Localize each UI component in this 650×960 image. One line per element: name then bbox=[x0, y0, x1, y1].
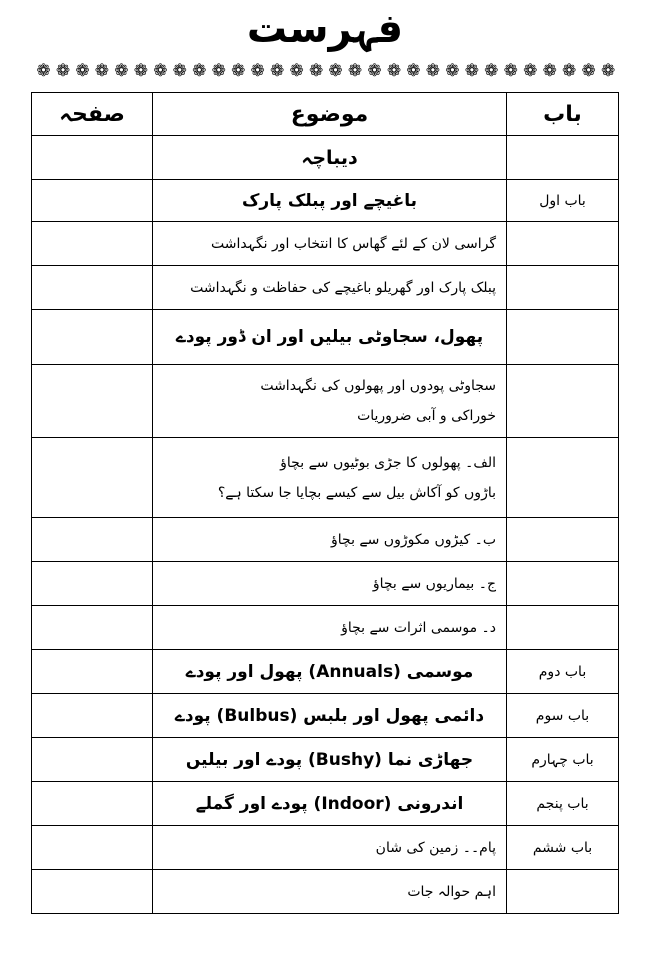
topic-cell bbox=[153, 180, 507, 222]
page-number-cell bbox=[32, 438, 153, 518]
page-number-cell bbox=[32, 694, 153, 738]
topic-cell bbox=[153, 562, 507, 606]
flower-ornament-icon: ❁ bbox=[94, 61, 110, 81]
topic-cell bbox=[153, 694, 507, 738]
topic-cell bbox=[153, 870, 507, 914]
topic-line: باڑوں کو آکاش بیل سے کیسے بچایا جا سکتا ہے؟ bbox=[217, 484, 496, 501]
chapter-cell bbox=[507, 222, 619, 266]
topic-cell bbox=[153, 365, 507, 438]
flower-ornament-icon: ❁ bbox=[172, 61, 187, 81]
topic-line: دیباچہ bbox=[301, 146, 358, 169]
flower-ornament-icon: ❁ bbox=[211, 61, 226, 81]
page-number-cell bbox=[32, 222, 153, 266]
topic-line: جھاڑی نما (Bushy) پودے اور بیلیں bbox=[185, 749, 474, 770]
flower-ornament-icon: ❁ bbox=[503, 61, 518, 81]
topic-line: خوراکی و آبی ضروریات bbox=[357, 408, 496, 424]
flower-ornament-icon: ❁ bbox=[153, 61, 168, 81]
page-number-cell bbox=[32, 310, 153, 365]
flower-ornament-icon: ❁ bbox=[308, 61, 324, 81]
flower-ornament-icon: ❁ bbox=[386, 61, 402, 81]
header-page: صفحہ bbox=[32, 93, 153, 136]
flower-ornament-icon: ❁ bbox=[600, 61, 616, 81]
page-number-cell bbox=[32, 606, 153, 650]
topic-cell bbox=[153, 222, 507, 266]
flower-ornament-icon: ❁ bbox=[464, 61, 479, 81]
flower-ornament-icon: ❁ bbox=[231, 61, 246, 81]
topic-line: اہم حوالہ جات bbox=[407, 883, 496, 900]
page-number-cell bbox=[32, 180, 153, 222]
flower-ornament-icon: ❁ bbox=[133, 61, 148, 81]
chapter-cell: باب اول bbox=[507, 180, 619, 222]
flower-ornament-icon: ❁ bbox=[562, 61, 577, 81]
topic-cell bbox=[153, 738, 507, 782]
flower-ornament-icon: ❁ bbox=[55, 61, 71, 81]
chapter-cell: باب سوم bbox=[507, 694, 619, 738]
topic-cell bbox=[153, 606, 507, 650]
chapter-cell bbox=[507, 518, 619, 562]
topic-line: د۔ موسمی اثرات سے بچاؤ bbox=[341, 619, 496, 636]
chapter-cell: باب پنجم bbox=[507, 782, 619, 826]
chapter-cell bbox=[507, 365, 619, 438]
flower-ornament-icon: ❁ bbox=[250, 61, 265, 81]
flower-ornament-icon: ❁ bbox=[36, 61, 51, 81]
page-number-cell bbox=[32, 870, 153, 914]
table-row bbox=[32, 606, 619, 650]
page-number-cell bbox=[32, 782, 153, 826]
table-row bbox=[32, 365, 619, 438]
topic-line: پام۔۔ زمین کی شان bbox=[375, 839, 496, 856]
flower-ornament-icon: ❁ bbox=[347, 61, 363, 81]
topic-line: پھول، سجاوٹی بیلیں اور ان ڈور پودے bbox=[175, 327, 484, 347]
page-number-cell bbox=[32, 562, 153, 606]
flower-ornament-icon: ❁ bbox=[289, 61, 304, 81]
table-row bbox=[32, 438, 619, 518]
topic-cell bbox=[153, 438, 507, 518]
table-row bbox=[32, 518, 619, 562]
page-number-cell bbox=[32, 518, 153, 562]
header-bab: باب bbox=[507, 93, 619, 136]
flower-ornament-icon: ❁ bbox=[114, 61, 129, 81]
chapter-cell bbox=[507, 136, 619, 180]
table-row bbox=[32, 826, 619, 870]
flower-ornament-icon: ❁ bbox=[445, 61, 460, 81]
topic-cell bbox=[153, 310, 507, 365]
chapter-cell bbox=[507, 562, 619, 606]
topic-cell bbox=[153, 136, 507, 180]
topic-cell bbox=[153, 650, 507, 694]
topic-cell bbox=[153, 518, 507, 562]
table-row bbox=[32, 562, 619, 606]
table-row bbox=[32, 694, 619, 738]
flower-ornament-icon: ❁ bbox=[542, 61, 557, 81]
flower-ornament-icon: ❁ bbox=[484, 61, 499, 81]
topic-line: اندرونی (Indoor) پودے اور گملے bbox=[195, 793, 464, 814]
flower-ornament-icon: ❁ bbox=[425, 61, 440, 81]
page-number-cell bbox=[32, 136, 153, 180]
table-row bbox=[32, 650, 619, 694]
topic-cell bbox=[153, 266, 507, 310]
header-row bbox=[32, 93, 619, 136]
flower-ornament-icon: ❁ bbox=[192, 61, 207, 81]
topic-line: سجاوٹی پودوں اور پھولوں کی نگہداشت bbox=[260, 378, 496, 394]
flower-ornament-icon: ❁ bbox=[75, 61, 90, 81]
flower-ornament-icon: ❁ bbox=[581, 61, 596, 81]
chapter-cell bbox=[507, 310, 619, 365]
flower-ornament-icon: ❁ bbox=[406, 61, 421, 81]
table-row bbox=[32, 310, 619, 365]
page-number-cell bbox=[32, 826, 153, 870]
table-row bbox=[32, 266, 619, 310]
table-row bbox=[32, 180, 619, 222]
topic-line: دائمی پھول اور بلبس (Bulbus) پودے bbox=[174, 705, 485, 726]
topic-cell bbox=[153, 826, 507, 870]
page-number-cell bbox=[32, 365, 153, 438]
page-number-cell bbox=[32, 266, 153, 310]
topic-line: گراسی لان کے لئے گھاس کا انتخاب اور نگہداشت bbox=[211, 235, 496, 252]
topic-line: ج۔ بیماریوں سے بچاؤ bbox=[372, 575, 496, 592]
table-row bbox=[32, 136, 619, 180]
chapter-cell bbox=[507, 266, 619, 310]
table-row bbox=[32, 870, 619, 914]
chapter-cell bbox=[507, 870, 619, 914]
page-title: فہرست bbox=[246, 6, 404, 52]
table-row bbox=[32, 738, 619, 782]
chapter-cell: باب چہارم bbox=[507, 738, 619, 782]
header-topic: موضوع bbox=[153, 93, 507, 136]
flower-ornament-icon: ❁ bbox=[367, 61, 382, 81]
flower-ornament-icon: ❁ bbox=[328, 61, 343, 81]
topic-line: باغیچے اور پبلک پارک bbox=[241, 190, 418, 211]
topic-cell bbox=[153, 782, 507, 826]
ornament-border bbox=[34, 60, 618, 82]
chapter-cell bbox=[507, 438, 619, 518]
table-row bbox=[32, 222, 619, 266]
contents-table bbox=[31, 92, 619, 914]
page-number-cell bbox=[32, 738, 153, 782]
topic-line: موسمی (Annuals) پھول اور پودے bbox=[185, 661, 474, 682]
chapter-cell: باب ششم bbox=[507, 826, 619, 870]
topic-line: پبلک پارک اور گھریلو باغیچے کی حفاظت و نگہداشت bbox=[190, 279, 496, 296]
page-number-cell bbox=[32, 650, 153, 694]
chapter-cell bbox=[507, 606, 619, 650]
topic-line: ب۔ کیڑوں مکوڑوں سے بچاؤ bbox=[331, 531, 496, 548]
topic-line: الف۔ پھولوں کا جڑی بوٹیوں سے بچاؤ bbox=[280, 454, 496, 471]
flower-ornament-icon: ❁ bbox=[523, 61, 538, 81]
flower-ornament-icon: ❁ bbox=[270, 61, 285, 81]
chapter-cell: باب دوم bbox=[507, 650, 619, 694]
table-row bbox=[32, 782, 619, 826]
